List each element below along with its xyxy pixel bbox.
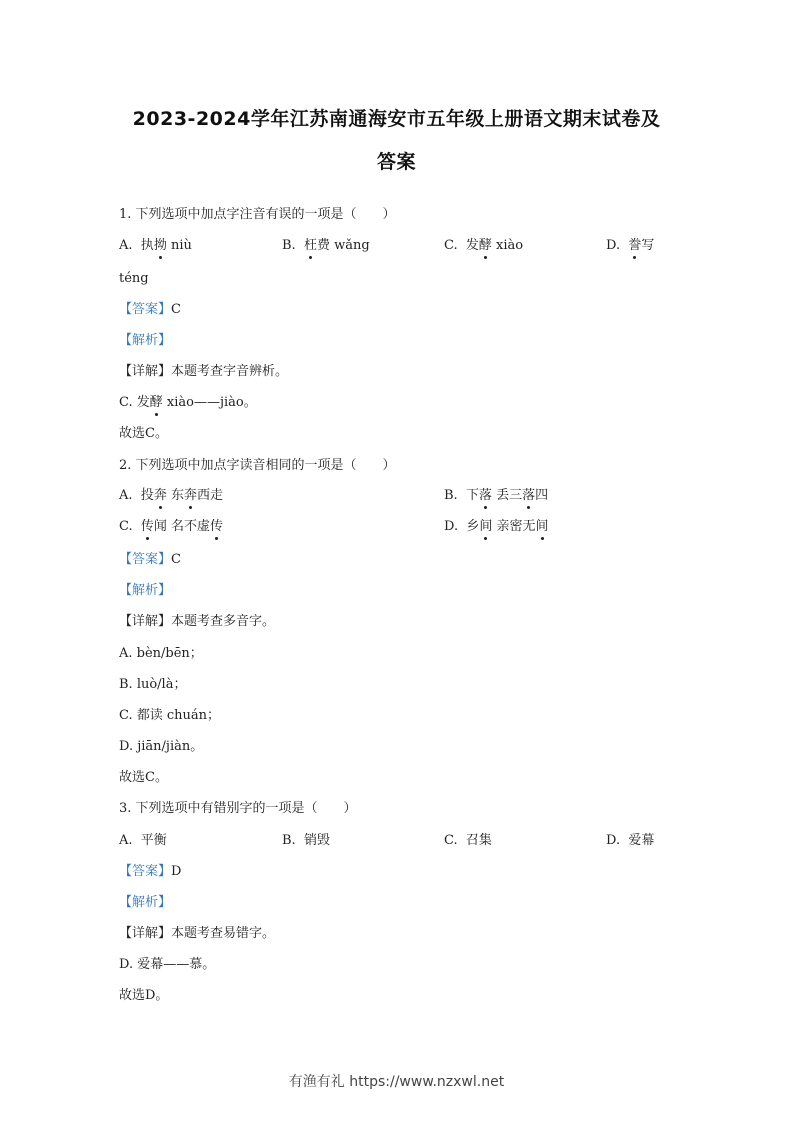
q3-analysis-tag: 【解析】: [119, 895, 172, 910]
answer-tag: 【答案】: [119, 864, 172, 879]
q1-option-d-wrap: téng: [119, 271, 149, 286]
q3-option-d: D. 爱幕: [606, 833, 655, 848]
document-title-line1: 2023-2024学年江苏南通海安市五年级上册语文期末试卷及: [132, 108, 661, 130]
document-title-line2: 答案: [376, 151, 416, 173]
q1-option-d: D. 誊写: [606, 238, 655, 253]
q2-explanation-c: C. 都读 chuán；: [119, 708, 221, 723]
q3-explanation-d: D. 爱幕——慕。: [119, 957, 216, 972]
emphasis-dot-char: 奔: [183, 488, 197, 503]
footer-watermark: 有渔有礼 https://www.nzxwl.net: [288, 1074, 505, 1090]
q2-option-b: B. 下落 丢三落四: [444, 488, 549, 503]
answer-tag: 【答案】: [119, 302, 172, 317]
emphasis-dot-char: 酵: [149, 395, 163, 410]
emphasis-dot-char: 传: [210, 519, 224, 534]
q3-option-a: A. 平衡: [119, 833, 167, 848]
q2-option-a: A. 投奔 东奔西走: [119, 488, 223, 503]
q2-option-c: C. 传闻 名不虚传: [119, 519, 224, 534]
question-1-stem: 1. 下列选项中加点字注音有误的一项是（ ）: [119, 207, 396, 222]
q1-detail: 【详解】本题考查字音辨析。: [119, 364, 289, 379]
emphasis-dot-char: 酵: [478, 238, 492, 253]
answer-value: D: [171, 864, 182, 879]
answer-value: C: [171, 302, 181, 317]
emphasis-dot-char: 间: [479, 519, 493, 534]
q1-option-c: C. 发酵 xiào: [444, 238, 524, 253]
q3-option-b: B. 销毁: [282, 833, 330, 848]
emphasis-dot-char: 落: [478, 488, 492, 503]
q2-explanation-d: D. jiān/jiàn。: [119, 739, 204, 754]
q3-answer: [119, 864, 181, 880]
emphasis-dot-char: 拗: [153, 238, 167, 253]
q1-explanation: C. 发酵 xiào——jiào。: [119, 395, 257, 410]
answer-value: C: [171, 552, 181, 567]
q2-analysis-tag: 【解析】: [119, 583, 172, 598]
emphasis-dot-char: 枉: [303, 238, 317, 253]
emphasis-dot-char: 奔: [153, 488, 167, 503]
answer-tag: 【答案】: [119, 552, 172, 567]
q2-detail: 【详解】本题考查多音字。: [119, 614, 276, 629]
q1-conclusion: 故选C。: [119, 426, 168, 441]
q2-explanation-b: B. luò/là；: [119, 677, 187, 692]
q2-answer: [119, 552, 181, 568]
emphasis-dot-char: 传: [140, 519, 154, 534]
emphasis-dot-char: 落: [522, 488, 536, 503]
emphasis-dot-char: 誊: [628, 238, 642, 253]
q1-answer: [119, 302, 181, 318]
q2-conclusion: 故选C。: [119, 770, 168, 785]
question-3-stem: 3. 下列选项中有错别字的一项是（ ）: [119, 801, 357, 816]
q1-analysis-tag: 【解析】: [119, 333, 172, 348]
q2-option-d: D. 乡间 亲密无间: [444, 519, 549, 534]
q1-option-b: B. 枉费 wǎng: [282, 238, 370, 253]
q1-option-a: A. 执拗 niù: [119, 238, 192, 253]
question-2-stem: 2. 下列选项中加点字读音相同的一项是（ ）: [119, 458, 396, 473]
q2-explanation-a: A. bèn/bēn；: [119, 646, 203, 661]
q3-detail: 【详解】本题考查易错字。: [119, 926, 276, 941]
q3-conclusion: 故选D。: [119, 988, 169, 1003]
q3-option-c: C. 召集: [444, 833, 492, 848]
emphasis-dot-char: 间: [535, 519, 549, 534]
